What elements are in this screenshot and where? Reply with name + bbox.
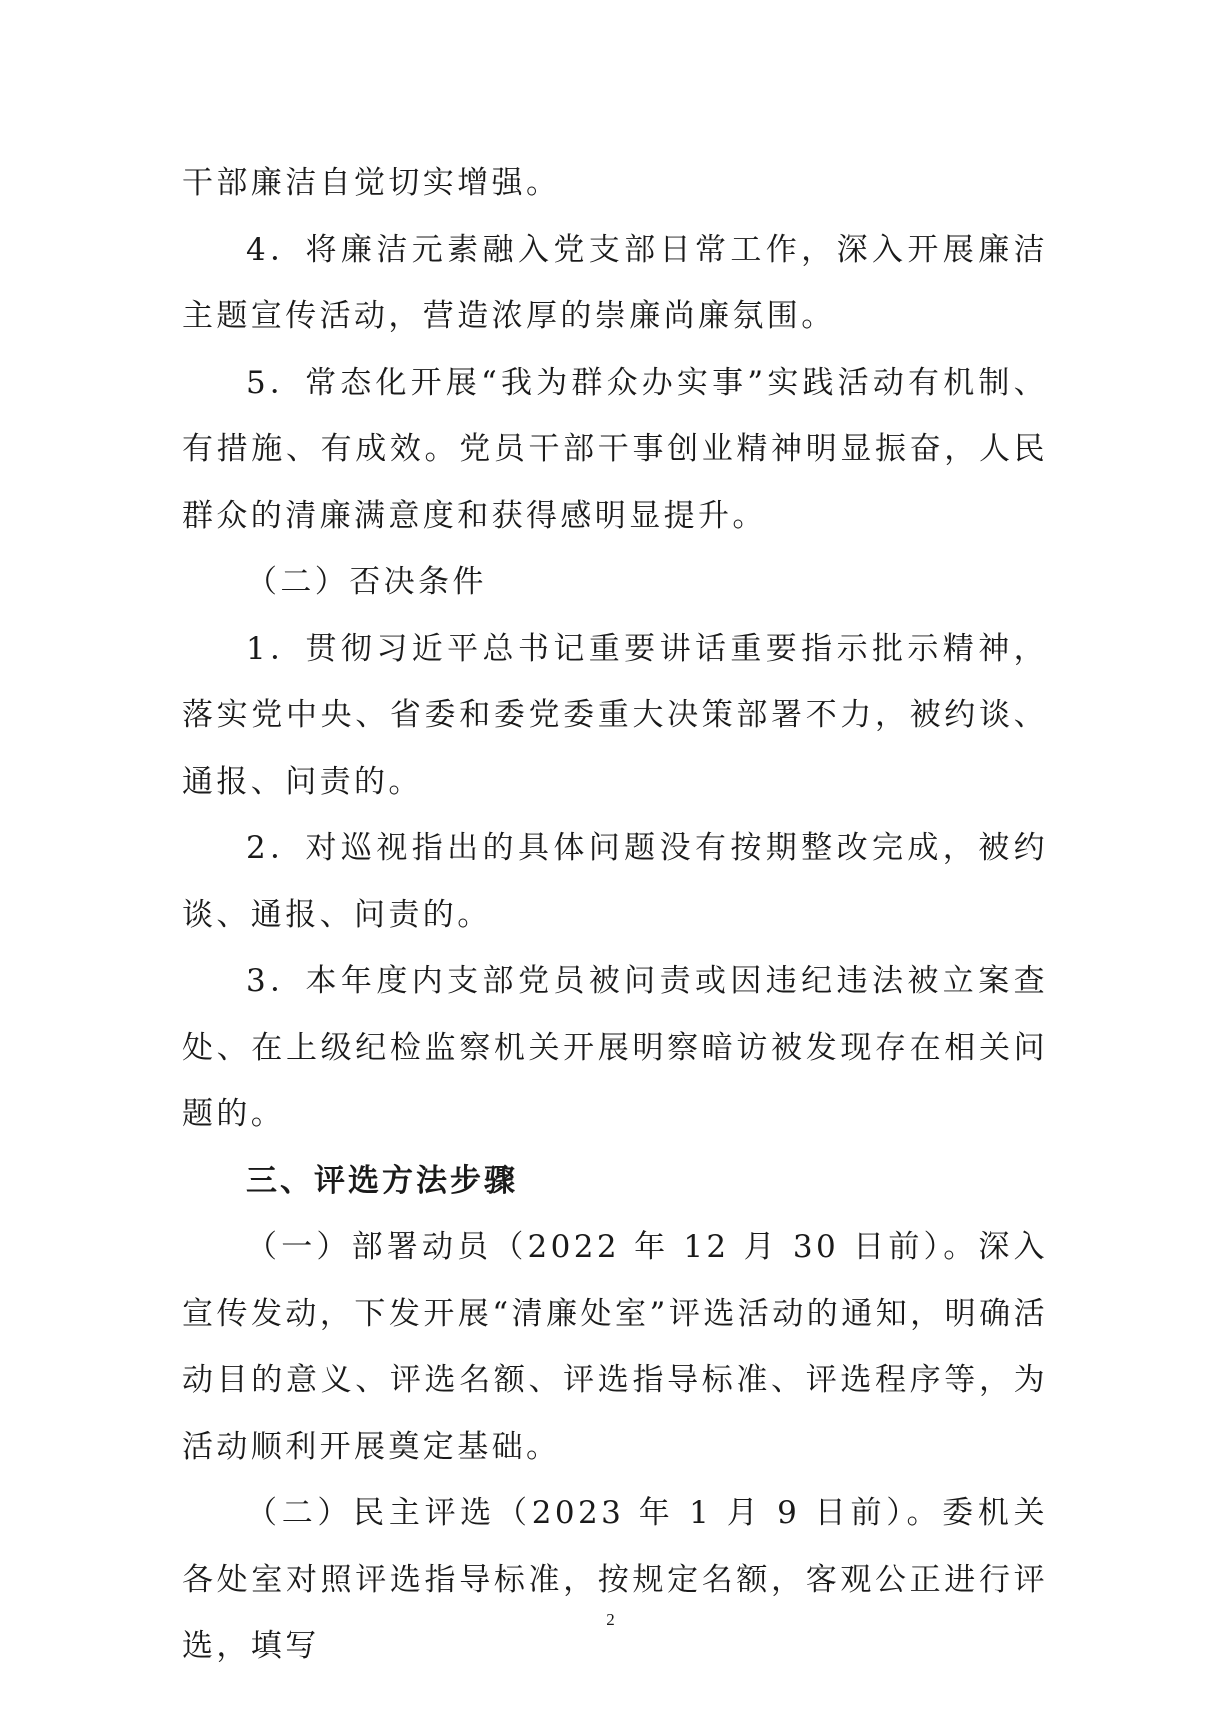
page-number: 2 <box>606 1610 615 1629</box>
paragraph-item-5: 5．常态化开展“我为群众办实事”实践活动有机制、有措施、有成效。党员干部干事创业精神明显振奋，人民群众的清廉满意度和获得感明显提升。 <box>182 364 1048 534</box>
paragraph-step-2: （二）民主评选（2023 年 1 月 9 日前）。委机关各处室对照评选指导标准，按规定名额，客观公正进行评选，填写 <box>182 1495 1048 1664</box>
paragraph-continuation: 干部廉洁自觉切实增强。 <box>182 165 561 201</box>
document-body <box>182 150 1048 1680</box>
paragraph-veto-3: 3．本年度内支部党员被问责或因违纪违法被立案查处、在上级纪检监察机关开展明察暗访被发现存在相关问题的。 <box>182 963 1048 1132</box>
section-heading-methods: 三、评选方法步骤 <box>246 1162 518 1199</box>
paragraph-step-1: （一）部署动员（2022 年 12 月 30 日前）。深入宣传发动，下发开展“清廉处室”评选活动的通知，明确活动目的意义、评选名额、评选指导标准、评选程序等，为活动顺利开展奠定基础。 <box>182 1229 1048 1465</box>
subheading-veto-conditions: （二）否决条件 <box>246 564 487 600</box>
paragraph-veto-2: 2．对巡视指出的具体问题没有按期整改完成，被约谈、通报、问责的。 <box>182 830 1048 933</box>
paragraph-item-4: 4．将廉洁元素融入党支部日常工作，深入开展廉洁主题宣传活动，营造浓厚的崇廉尚廉氛围。 <box>182 231 1048 334</box>
paragraph-veto-1: 1．贯彻习近平总书记重要讲话重要指示批示精神，落实党中央、省委和委党委重大决策部署不力，被约谈、通报、问责的。 <box>182 630 1048 800</box>
